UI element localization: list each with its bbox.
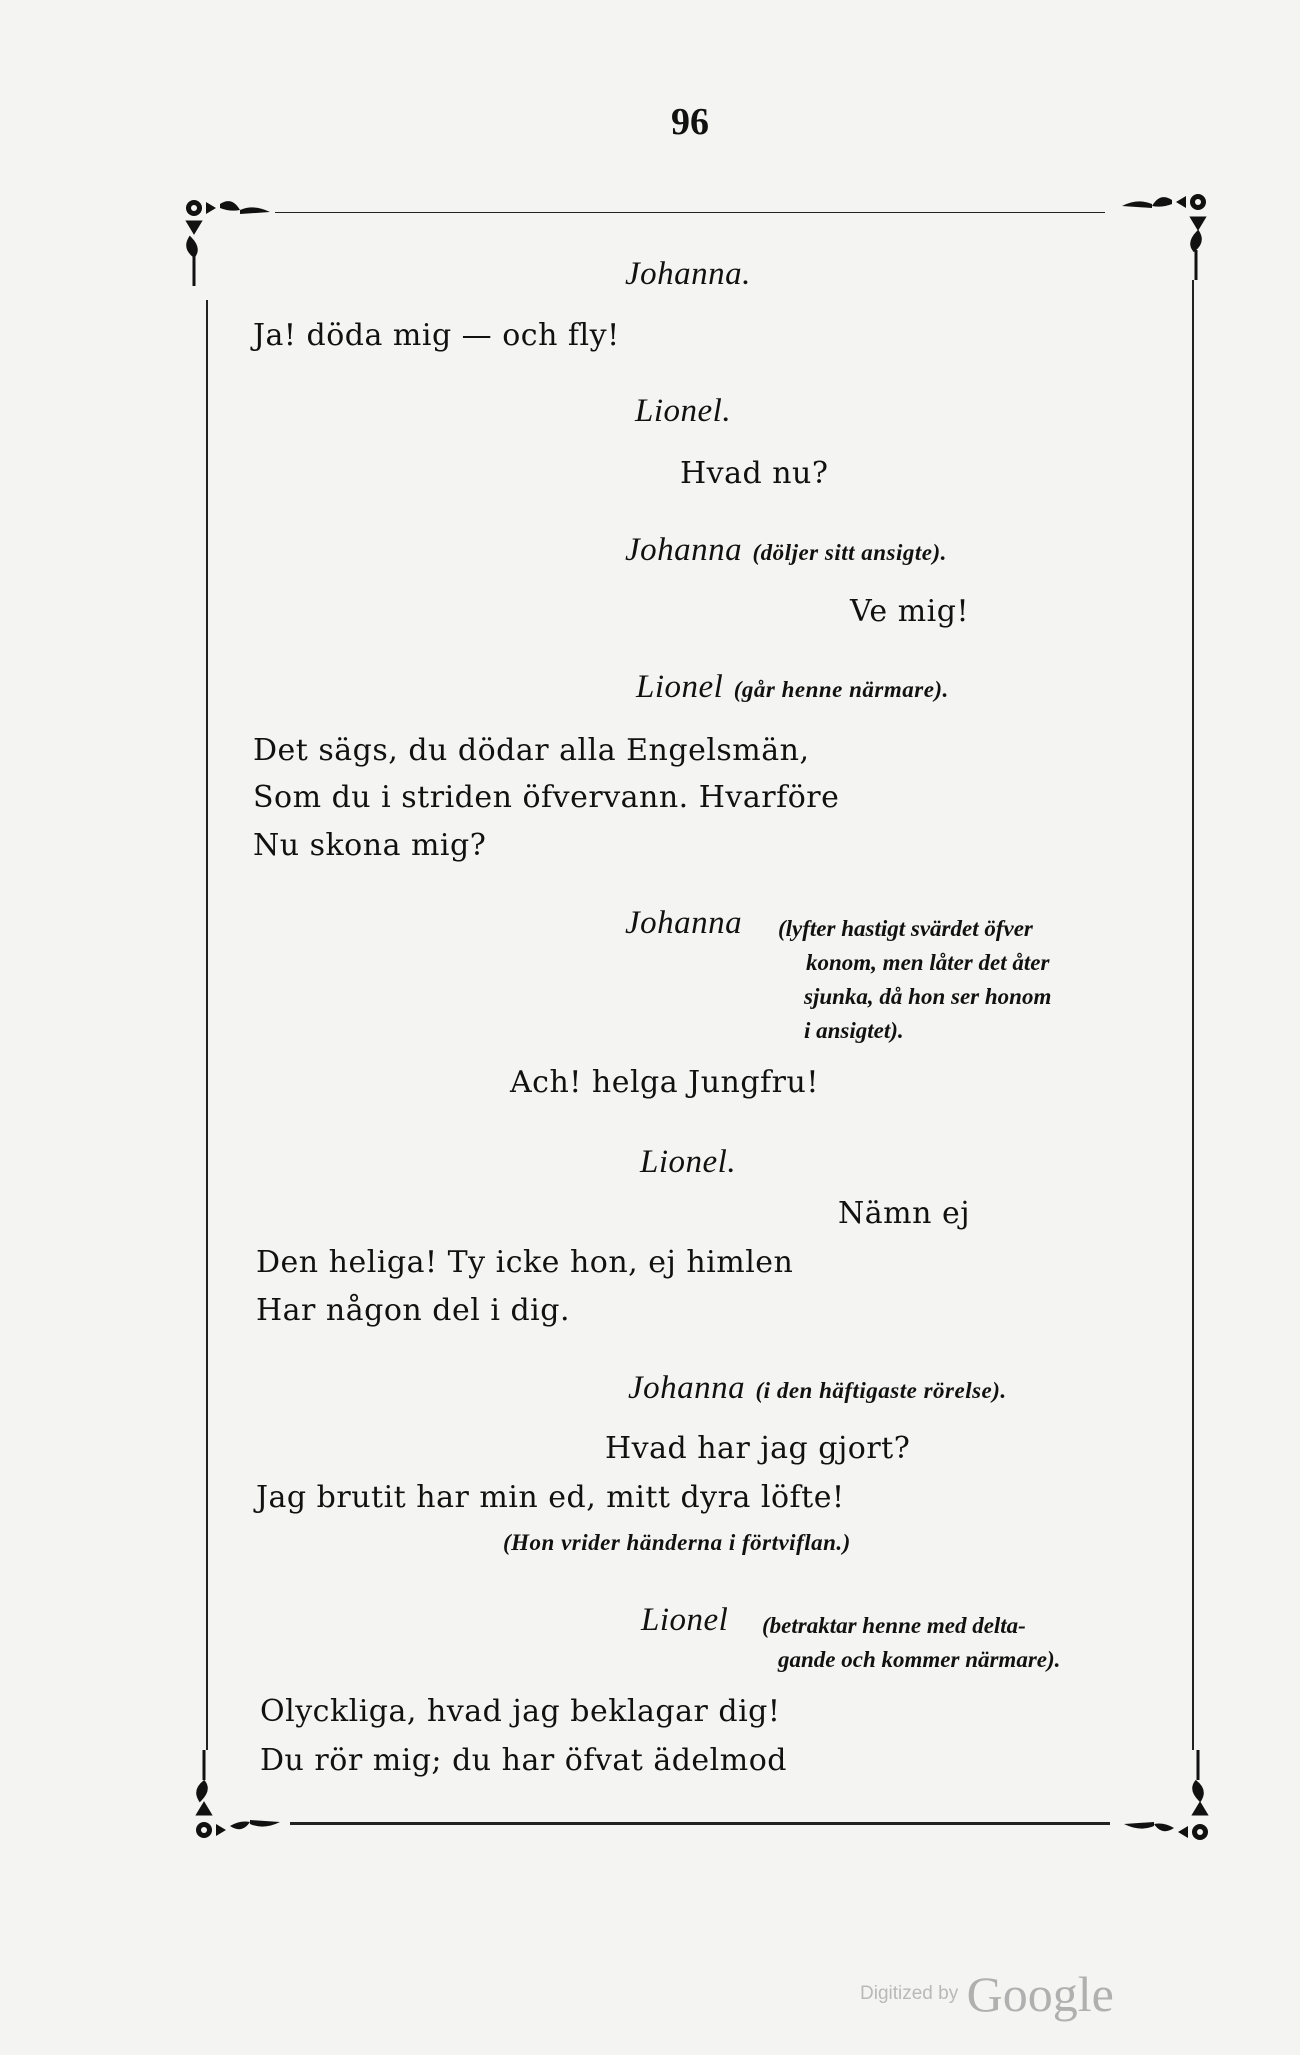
stage-direction-line: i ansigtet).	[804, 1018, 904, 1043]
stage-direction-line: (lyfter hastigt svärdet öfver	[778, 916, 1033, 941]
verse-line: Ve mig!	[850, 594, 970, 629]
verse-line: Olyckliga, hvad jag beklagar dig!	[260, 1694, 781, 1729]
speaker-line	[641, 1602, 728, 1639]
stage-direction: (Hon vrider händerna i förtviflan.)	[503, 1530, 851, 1555]
speaker-name: Lionel	[636, 669, 724, 705]
verse-line: Det sägs, du dödar alla Engelsmän,	[253, 733, 810, 768]
verse-line: Nu skona mig?	[253, 828, 487, 863]
frame-left-rule	[206, 300, 208, 1750]
verse-line: Som du i striden öfvervann. Hvarföre	[253, 780, 840, 815]
page-number: 96	[671, 101, 709, 143]
speaker-name: Johanna	[628, 1370, 746, 1406]
google-logo: Google	[966, 1966, 1114, 2022]
stage-direction-line: gande och kommer närmare).	[778, 1647, 1061, 1672]
corner-ornament-bottom-right-icon	[1108, 1740, 1218, 1850]
verse-line: Jag brutit har min ed, mitt dyra löfte!	[256, 1480, 845, 1515]
speaker-line	[628, 1370, 1007, 1407]
digitized-by-watermark	[860, 1965, 1114, 2023]
stage-direction: (döljer sitt ansigte).	[752, 540, 947, 565]
speaker-line	[636, 669, 949, 706]
corner-ornament-top-right-icon	[1106, 188, 1216, 298]
stage-direction-block	[762, 1609, 1060, 1677]
verse-line: Du rör mig; du har öfvat ädelmod	[260, 1743, 787, 1778]
speaker-name: Lionel	[641, 1602, 729, 1638]
stage-direction: (i den häftigaste rörelse).	[755, 1378, 1007, 1403]
speaker-name: Lionel.	[640, 1144, 737, 1180]
speaker-name: Johanna	[625, 905, 743, 941]
watermark-prefix: Digitized by	[860, 1983, 959, 2004]
verse-line: Har någon del i dig.	[256, 1293, 571, 1328]
stage-direction: (går henne närmare).	[733, 677, 949, 702]
stage-direction-line: konom, men låter det åter	[806, 950, 1050, 975]
speaker-line	[640, 1144, 736, 1181]
speaker-line	[625, 905, 742, 942]
speaker-line	[625, 256, 751, 293]
stage-direction-line: (betraktar henne med delta-	[762, 1613, 1026, 1638]
speaker-line	[625, 532, 947, 569]
stage-direction-block	[778, 912, 1051, 1048]
verse-line: Hvad har jag gjort?	[605, 1431, 911, 1466]
verse-line: Den heliga! Ty icke hon, ej himlen	[256, 1245, 794, 1280]
speaker-name: Johanna.	[625, 256, 751, 292]
stage-direction-line: sjunka, då hon ser honom	[804, 984, 1052, 1009]
verse-line: Ja! döda mig — och fly!	[253, 318, 620, 353]
speaker-name: Lionel.	[635, 393, 732, 429]
speaker-name: Johanna	[625, 532, 743, 568]
frame-top-rule	[275, 212, 1105, 213]
corner-ornament-top-left-icon	[180, 192, 290, 302]
verse-line: Ach! helga Jungfru!	[510, 1065, 819, 1100]
verse-line: Hvad nu?	[680, 456, 829, 491]
frame-right-rule	[1192, 280, 1194, 1750]
verse-line: Nämn ej	[838, 1196, 970, 1231]
frame-bottom-rule	[290, 1822, 1110, 1825]
speaker-line	[635, 393, 731, 430]
